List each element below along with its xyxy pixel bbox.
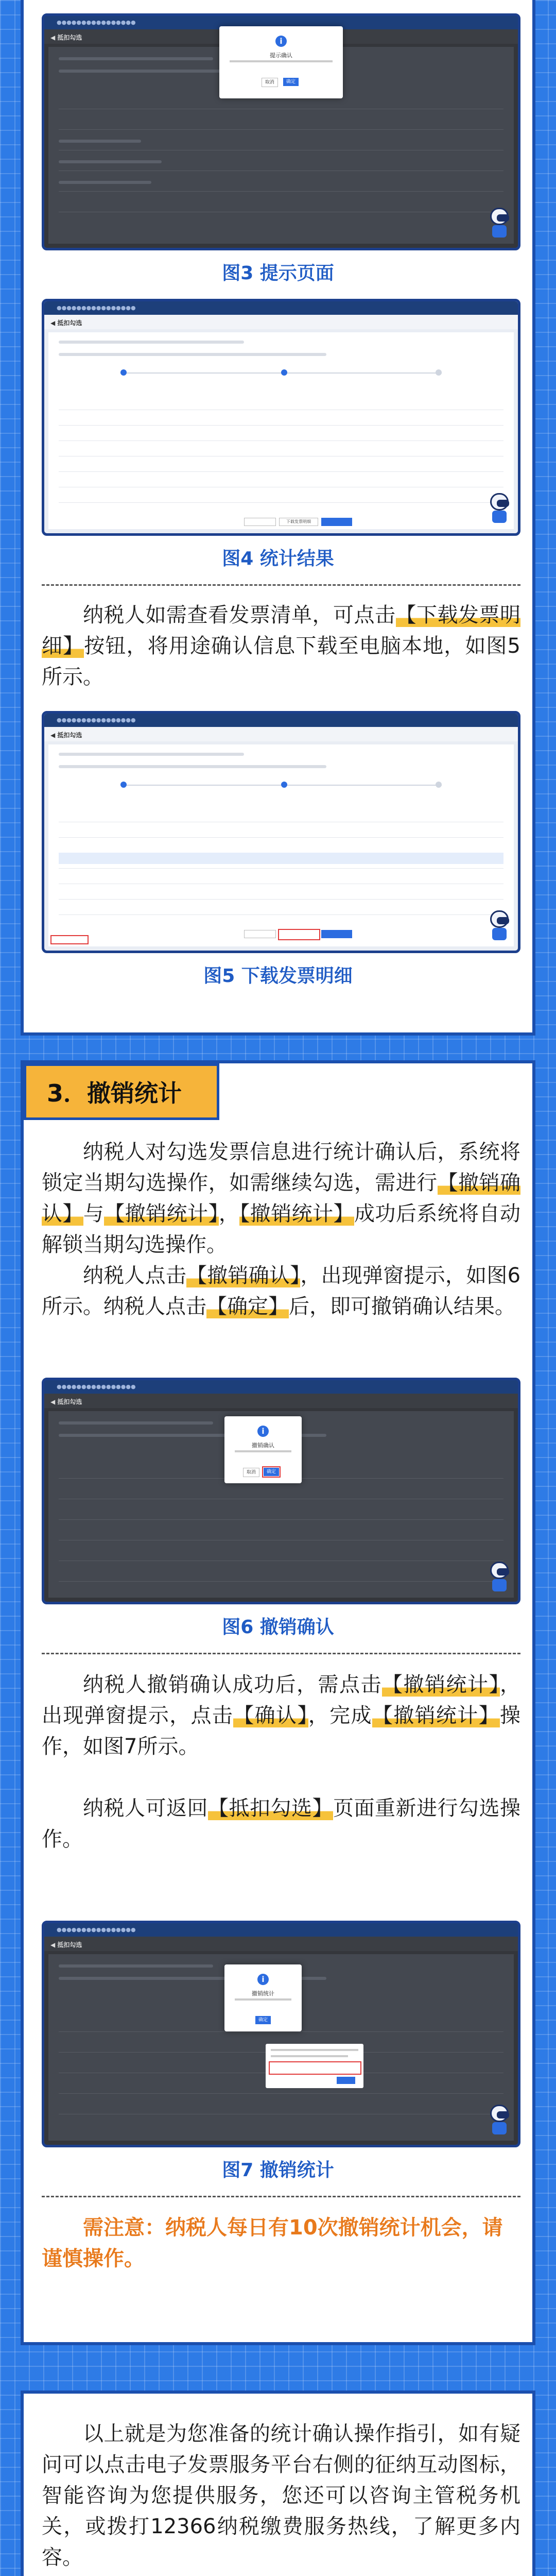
figure-6-screenshot: ●●●●●●●●●●●●●●●● ◀ 抵扣勾选 i 撤销确认 取消 确定 — [42, 1378, 520, 1604]
divider — [42, 584, 520, 586]
top-card — [21, 0, 535, 1036]
revoke-confirm-dialog — [224, 1416, 302, 1483]
section-3-paragraph-3: 纳税人撤销确认成功后，需点击【撤销统计】，出现弹窗提示，点击【确认】，完成【撤销统计】操作，如图7所示。 — [42, 1673, 521, 1758]
figure-5-caption: 图5 下载发票明细 — [203, 965, 353, 987]
section-3-paragraph-1: 纳税人对勾选发票信息进行统计确认后，系统将锁定当期勾选操作，如需继续勾选，需进行【撤销确认】与【撤销统计】，【撤销统计】成功后系统将自动解锁当期勾选操作。 — [42, 1140, 521, 1257]
revoke-statistics-dialog — [224, 1964, 302, 2031]
section-3-paragraph-4: 纳税人可返回【抵扣勾选】页面重新进行勾选操作。 — [42, 1797, 520, 1851]
dialog-title: 撤销统计 — [252, 1990, 274, 1997]
summary-text: 以上就是为您准备的统计确认操作指引，如有疑问可以点击电子发票服务平台右侧的征纳互动图标，智能咨询为您提供服务，您还可以咨询主管税务机关，或拨打12366纳税缴费服务热线，了解更多内容。 — [42, 2422, 520, 2569]
figure-4-screenshot: ●●●●●●●●●●●●●●●● ◀ 抵扣勾选 下载发票明细 — [42, 299, 520, 536]
dialog-title: 提示确认 — [270, 52, 292, 59]
assistant-robot-icon[interactable] — [488, 910, 511, 941]
figure-7-screenshot: ●●●●●●●●●●●●●●●● ◀ 抵扣勾选 i 撤销统计 确定 — [42, 1921, 520, 2147]
download-details-button[interactable]: 下载发票明细 — [279, 518, 318, 526]
section-3-card — [21, 1060, 535, 2345]
dialog-title: 撤销确认 — [252, 1442, 274, 1449]
divider — [42, 1653, 520, 1654]
info-icon: i — [257, 1974, 269, 1985]
figure-4-caption: 图4 统计结果 — [222, 548, 334, 569]
divider — [42, 2196, 520, 2197]
prompt-dialog — [219, 26, 343, 98]
confirm-button[interactable]: 确定 — [283, 78, 299, 86]
assistant-robot-icon[interactable] — [488, 2105, 511, 2136]
confirm-button[interactable]: 确定 — [264, 1468, 279, 1476]
summary-card — [21, 2391, 535, 2576]
figure-5-screenshot: ●●●●●●●●●●●●●●●● ◀ 抵扣勾选 — [42, 711, 520, 953]
section-3-title: 3．撤销统计 — [24, 1063, 219, 1120]
warning-note: 需注意：纳税人每日有10次撤销统计机会，请谨慎操作。 — [42, 2216, 503, 2270]
figure-3-screenshot: ●●●●●●●●●●●●●●●● ◀ 抵扣勾选 i 提示确认 取消 确定 — [42, 13, 520, 250]
assistant-robot-icon[interactable] — [488, 1562, 511, 1592]
highlight-download-details: 【下载发票明细】 — [42, 603, 520, 658]
cancel-button[interactable]: 取消 — [243, 1468, 259, 1477]
assistant-robot-icon[interactable] — [488, 493, 511, 524]
confirm-button[interactable]: 确定 — [255, 2016, 271, 2024]
download-paragraph: 纳税人如需查看发票清单，可点击【下载发票明细】按钮，将用途确认信息下载至电脑本地，如图5所示。 — [42, 603, 520, 689]
figure-3-caption: 图3 提示页面 — [222, 263, 334, 284]
assistant-robot-icon[interactable] — [488, 208, 511, 239]
figure-7-caption: 图7 撤销统计 — [222, 2160, 334, 2181]
cancel-button[interactable]: 取消 — [262, 78, 278, 87]
info-icon: i — [257, 1426, 269, 1437]
info-icon: i — [275, 36, 287, 47]
figure-6-caption: 图6 撤销确认 — [222, 1617, 334, 1638]
section-3-paragraph-2: 纳税人点击【撤销确认】，出现弹窗提示，如图6所示。纳税人点击【确定】后，即可撤销确认结果。 — [42, 1264, 521, 1318]
